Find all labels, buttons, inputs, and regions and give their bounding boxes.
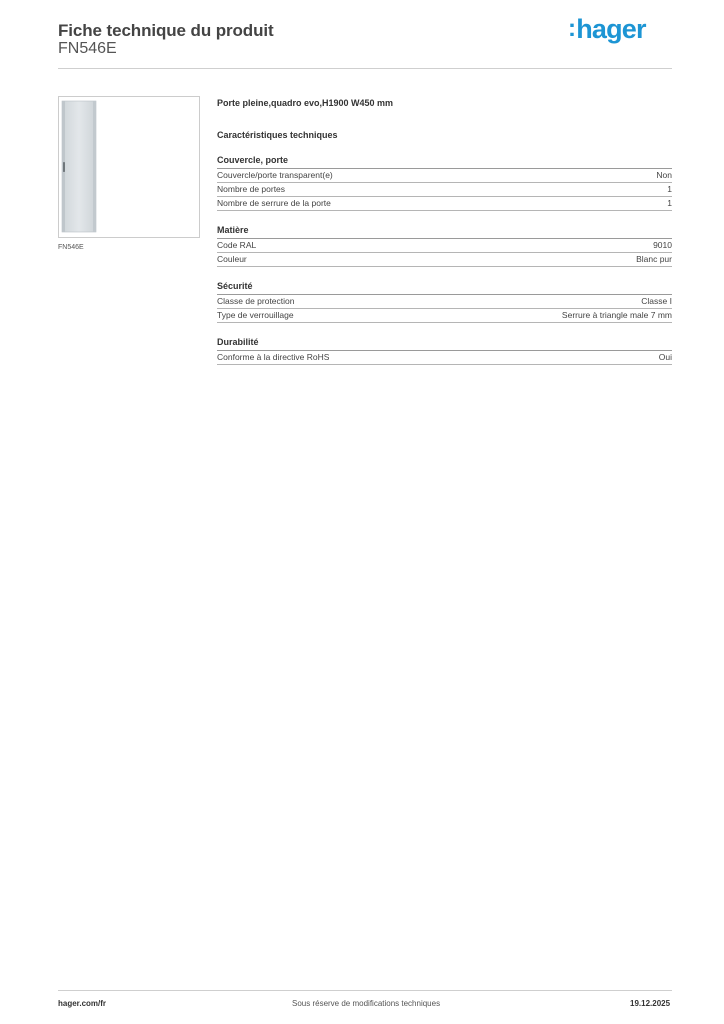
- spec-section-material: [217, 224, 672, 267]
- spec-value: 1: [667, 198, 672, 208]
- section-title: Couvercle, porte: [217, 154, 672, 169]
- product-reference: FN546E: [58, 40, 117, 57]
- spec-row: [217, 183, 672, 197]
- spec-row: [217, 253, 672, 267]
- page-title: Fiche technique du produit: [58, 21, 274, 40]
- spec-value: 1: [667, 184, 672, 194]
- footer-website-link[interactable]: hager.com/fr: [58, 999, 107, 1008]
- spec-section-durability: [217, 336, 672, 365]
- hager-logo: [568, 14, 646, 45]
- door-illustration: [59, 97, 199, 237]
- spec-value: 9010: [653, 240, 672, 250]
- header-divider: [58, 68, 672, 69]
- image-caption: FN546E: [58, 244, 84, 251]
- spec-value: Serrure à triangle male 7 mm: [561, 310, 672, 320]
- spec-label: Type de verrouillage: [217, 310, 294, 320]
- spec-row: [217, 169, 672, 183]
- spec-section-cover: [217, 154, 672, 211]
- spec-value: Oui: [658, 352, 672, 362]
- tech-characteristics-heading: Caractéristiques techniques: [217, 130, 338, 140]
- logo-wordmark: hager: [576, 14, 646, 44]
- logo-colon: :: [568, 15, 576, 42]
- footer-date: 19.12.2025: [630, 999, 671, 1008]
- spec-value: Blanc pur: [636, 254, 672, 264]
- spec-label: Conforme à la directive RoHS: [217, 352, 330, 362]
- product-name: Porte pleine,quadro evo,H1900 W450 mm: [217, 98, 394, 108]
- section-title: Matière: [217, 224, 672, 239]
- product-image: [58, 96, 200, 238]
- section-title: Durabilité: [217, 336, 672, 351]
- spec-value: Non: [656, 170, 672, 180]
- spec-label: Classe de protection: [217, 296, 295, 306]
- spec-label: Nombre de serrure de la porte: [217, 198, 331, 208]
- spec-label: Couleur: [217, 254, 247, 264]
- footer-divider: [58, 990, 672, 991]
- spec-row: [217, 239, 672, 253]
- spec-label: Code RAL: [217, 240, 257, 250]
- spec-value: Classe I: [641, 296, 672, 306]
- spec-label: Nombre de portes: [217, 184, 286, 194]
- spec-row: [217, 197, 672, 211]
- spec-row: [217, 295, 672, 309]
- spec-row: [217, 309, 672, 323]
- spec-label: Couvercle/porte transparent(e): [217, 170, 333, 180]
- spec-content: [217, 97, 672, 365]
- spec-section-safety: [217, 280, 672, 323]
- spec-row: [217, 351, 672, 365]
- section-title: Sécurité: [217, 280, 672, 295]
- footer-disclaimer: Sous réserve de modifications techniques: [292, 999, 441, 1008]
